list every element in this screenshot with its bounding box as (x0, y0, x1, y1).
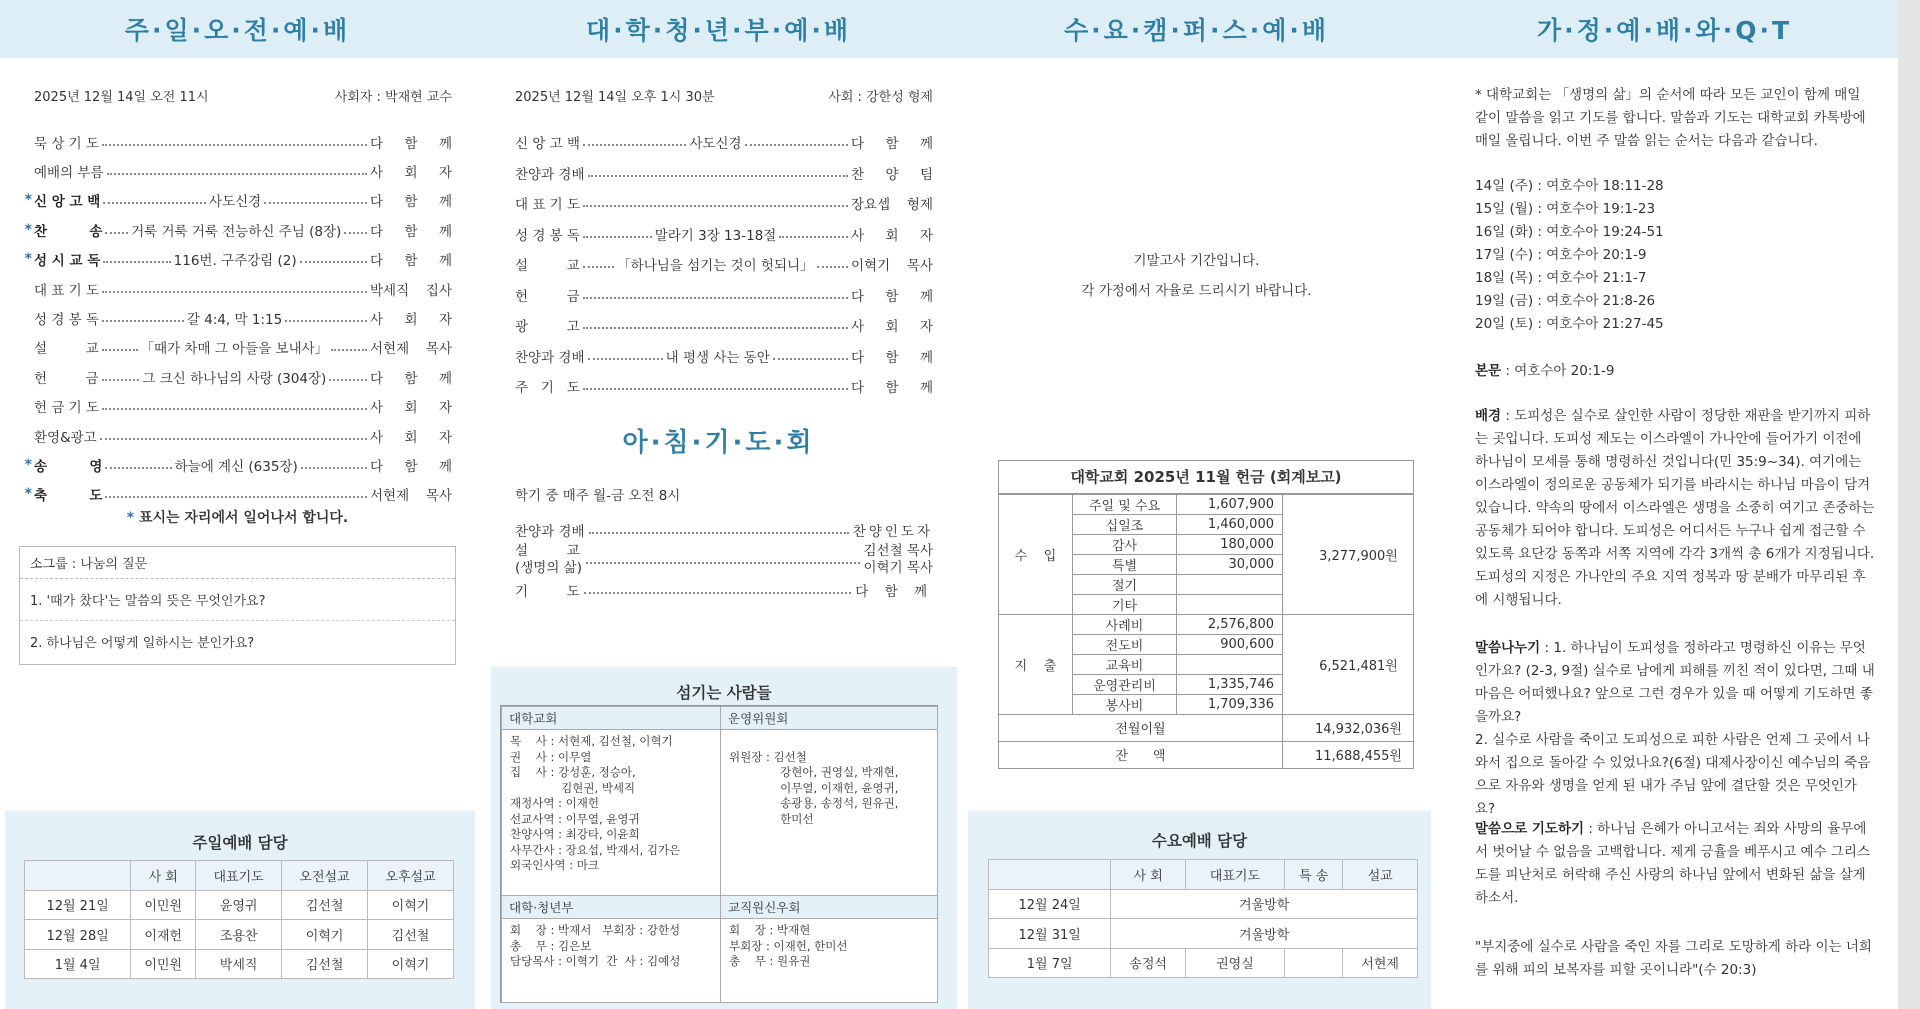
duty-header-cell: 대표기도 (196, 861, 282, 891)
servers-committee-body: 위원장 : 김선철 강현아, 권영실, 박재현, 이무열, 이재헌, 윤영귀, 송광용, 송정석, 원유권, 한미선 (729, 749, 899, 826)
order-item (20, 450, 452, 479)
wednesday-duty-table (988, 859, 1418, 978)
morning-row-sub: (생명의 삶) (515, 560, 582, 576)
order-item-detail: 116번. 구주강림 (2) (173, 253, 297, 270)
finance-title: 대학교회 2025년 11월 헌금 (회계보고) (999, 461, 1414, 494)
duty-cell: 박세직 (196, 949, 282, 979)
dots (105, 226, 128, 234)
duty-cell: 1월 4일 (25, 949, 131, 979)
qt-column (1431, 0, 1898, 1009)
order-item (20, 333, 452, 362)
finance-amount: 1,709,336 (1177, 694, 1283, 714)
dots (586, 556, 860, 564)
order-item-leader: 다 함 께 (370, 223, 453, 240)
dots (102, 138, 367, 146)
youth-column (475, 0, 962, 1009)
stand-note-star: * (126, 510, 135, 526)
finance-table (998, 460, 1414, 769)
exam-notice: 기말고사 기간입니다. (1133, 253, 1260, 269)
finance-summary-label: 전월이월 (999, 714, 1283, 741)
duty-row (25, 890, 454, 920)
sunday-date: 2025년 12월 14일 오전 11시 (34, 90, 209, 105)
qt-pray-label: 말씀으로 기도하기 (1475, 821, 1585, 837)
order-item-leader: 사 회 자 (851, 227, 933, 244)
order-item-detail: 말라기 3장 13-18절 (654, 227, 777, 244)
order-item-name: 성 경 봉 독 (515, 227, 581, 244)
dots (300, 255, 367, 263)
qt-pray-text: : 하나님 은혜가 아니고서는 죄와 사망의 율무에서 벗어날 수 없음을 고백합니다. 제게 긍휼을 베푸시고 예수 그리스도를 피난처로 허락해 주신 사랑의 하나님 앞에서 변화된 삶을 살게 하소서. (1475, 821, 1871, 906)
order-item-name: 찬양과 경배 (515, 349, 585, 366)
finance-summary-row (999, 714, 1414, 741)
dots (583, 230, 652, 238)
order-item-name: 설 교 (515, 258, 580, 275)
finance-item: 기타 (1073, 594, 1177, 614)
scan-edge (1898, 0, 1920, 1009)
order-item-leader: 다 함 께 (370, 458, 452, 475)
order-item-name: 헌 금 (34, 370, 99, 387)
order-item-leader: 다 함 께 (370, 194, 452, 211)
dots (107, 167, 368, 175)
order-item-leader: 다 함 께 (851, 288, 933, 305)
order-item-leader: 다 함 께 (851, 380, 933, 397)
order-item-name: 성 시 교 독 (34, 253, 101, 270)
duty-date: 1월 7일 (989, 948, 1111, 978)
order-item-leader: 찬 양 팀 (851, 166, 933, 183)
morning-prayer-title: 아·침·기·도·회 (622, 428, 815, 458)
duty-cell: 김선철 (282, 890, 368, 920)
order-item-leader: 다 함 께 (370, 370, 453, 387)
order-item-leader: 다 함 께 (370, 135, 452, 152)
qt-background (1475, 405, 1875, 612)
qt-quote-text: "부지중에 실수로 사람을 죽인 자를 그리로 도망하게 하라 이는 너희를 위해 피의 보복자를 피할 곳이니라"(수 20:3) (1475, 939, 1872, 978)
dots (583, 260, 614, 268)
finance-amount (1177, 594, 1283, 614)
servers-committee-head: 운영위원회 (721, 707, 937, 730)
youth-date: 2025년 12월 14일 오후 1시 30분 (515, 90, 715, 105)
dots (103, 196, 206, 204)
order-item-detail: 갈 4:4, 막 1:15 (186, 312, 283, 329)
wednesday-duty-panel (968, 811, 1431, 1009)
order-item (20, 215, 452, 244)
finance-amount: 1,335,746 (1177, 674, 1283, 694)
qt-reading: 19일 (금) : 여호수아 21:8-26 (1475, 293, 1656, 309)
duty-merged-cell: 겨울방학 (1111, 889, 1418, 919)
order-item-leader: 사 회 자 (851, 319, 933, 336)
duty-cell: 12월 28일 (25, 920, 131, 950)
duty-header-row (989, 860, 1418, 890)
morning-row-3 (515, 578, 933, 602)
youth-title: 대·학·청·년·부·예·배 (475, 0, 962, 58)
qt-intro (1475, 84, 1875, 153)
duty-header-cell: 설교 (1343, 860, 1418, 890)
order-item (20, 303, 452, 332)
wednesday-title: 수·요·캠·퍼·스·예·배 (962, 0, 1431, 58)
qt-pray (1475, 818, 1875, 910)
order-item-detail: 사도신경 (689, 136, 742, 153)
dots (583, 321, 848, 329)
youth-meta (515, 86, 933, 105)
morning-row-2 (515, 542, 933, 578)
finance-item: 운영관리비 (1073, 674, 1177, 694)
dots (817, 260, 848, 268)
morning-row-name: 설 교 (515, 543, 580, 559)
order-item-detail: 거룩 거룩 거룩 전능하신 주님 (8장) (131, 223, 342, 240)
servers-church (501, 706, 721, 896)
order-item-leader: 서현제 목사 (370, 341, 452, 358)
morning-row-1 (515, 518, 933, 542)
dots (331, 343, 367, 351)
morning-row-who: 찬양인도자 (852, 524, 933, 540)
duty-cell: 이혁기 (282, 920, 368, 950)
dots (102, 285, 367, 293)
order-item-name: 예배의 부름 (34, 165, 104, 182)
dots (103, 255, 170, 263)
dots (589, 526, 849, 534)
duty-cell: 이재헌 (131, 920, 196, 950)
servers-church-head: 대학교회 (502, 707, 720, 730)
duty-cell: 윤영귀 (196, 890, 282, 920)
qt-quote (1475, 936, 1875, 982)
morning-prayer-time: 학기 중 매주 월-금 오전 8시 (515, 488, 681, 504)
morning-row-name: 찬양과 경배 (515, 524, 585, 540)
duty-row (989, 948, 1418, 978)
dots (102, 343, 138, 351)
order-star: * (24, 486, 32, 503)
order-item-name: 광 고 (515, 319, 580, 336)
order-item (20, 156, 452, 185)
sunday-meta (34, 86, 452, 105)
finance-item: 사례비 (1073, 614, 1177, 634)
finance-amount: 180,000 (1177, 534, 1283, 554)
finance-item: 교육비 (1073, 654, 1177, 674)
finance-summary-value: 11,688,455원 (1283, 741, 1414, 768)
small-group-title: 소그룹 : 나눔의 질문 (20, 547, 455, 579)
order-item-detail: 하늘에 계신 (635장) (174, 458, 298, 475)
small-group-question-1: 1. '때가 찼다'는 말씀의 뜻은 무엇인가요? (20, 579, 455, 621)
order-item-name: 신 앙 고 백 (515, 136, 581, 153)
small-group-question-2: 2. 하나님은 어떻게 일하시는 분인가요? (30, 636, 255, 651)
finance-row (999, 494, 1414, 515)
finance-item: 전도비 (1073, 634, 1177, 654)
order-item (515, 371, 933, 402)
duty-cell: 이민원 (131, 949, 196, 979)
order-item (20, 362, 452, 391)
order-item-leader: 사 회 자 (370, 429, 452, 446)
sunday-order-list (20, 127, 452, 509)
dots (583, 382, 848, 390)
sunday-duty-panel (5, 811, 475, 1009)
qt-reading: 15일 (월) : 여호수아 19:1-23 (1475, 201, 1656, 217)
order-item (20, 127, 452, 156)
duty-cell (1284, 948, 1342, 978)
dots (301, 461, 367, 469)
qt-share-text: : 1. 하나님이 도피성을 정하라고 명령하신 이유는 무엇인가요? (2-3, 9절) 실수로 남에게 피해를 끼친 적이 있다면, 그때 내 마음은 어떠했나요? 앞으로 그런 경우가 있을 때 어떻게 기도하면 좋을까요? (1475, 640, 1875, 725)
finance-amount: 1,607,900 (1177, 494, 1283, 515)
order-item-name: 주 기 도 (515, 380, 580, 397)
order-item (515, 219, 933, 250)
finance-summary-value: 14,932,036원 (1283, 714, 1414, 741)
order-item-leader: 사 회 자 (370, 312, 452, 329)
duty-merged-cell: 겨울방학 (1111, 919, 1418, 949)
duty-cell: 조용찬 (196, 920, 282, 950)
finance-item: 특별 (1073, 554, 1177, 574)
servers-youth-head: 대학·청년부 (502, 896, 720, 919)
qt-title: 가·정·예·배·와·Q·T (1431, 0, 1898, 58)
order-star: * (24, 251, 32, 268)
sunday-presider: 사회자 : 박재현 교수 (334, 90, 452, 105)
duty-cell: 12월 21일 (25, 890, 131, 920)
order-item-name: 대 표 기 도 (34, 282, 100, 299)
servers-staff (720, 895, 938, 1003)
order-item-detail: 그 크신 하나님의 사랑 (304장) (142, 370, 327, 387)
servers-panel (491, 667, 957, 1009)
duty-cell: 권영실 (1185, 948, 1284, 978)
duty-cell: 송정석 (1111, 948, 1186, 978)
dots (102, 373, 140, 381)
servers-committee (720, 706, 938, 896)
order-star: * (24, 456, 32, 473)
stand-note-text: 표시는 자리에서 일어나서 합니다. (138, 510, 349, 526)
duty-header-cell: 오전설교 (282, 861, 368, 891)
qt-background-label: 배경 (1475, 408, 1502, 424)
servers-staff-head: 교직원신우회 (721, 896, 937, 919)
finance-summary-row (999, 741, 1414, 768)
duty-cell: 이혁기 (368, 949, 454, 979)
order-item (515, 310, 933, 341)
order-item (20, 421, 452, 450)
qt-share-text-2: 2. 실수로 사람을 죽이고 도피성으로 피한 사람은 언제 그 곳에서 나와서 집으로 돌아갈 수 있었나요?(6절) 대제사장이신 예수님의 죽음으로 자유와 생명을 얻게 된 내가 주님 앞에 결단할 것은 무엇인가요? (1475, 732, 1871, 817)
qt-background-text: : 도피성은 실수로 살인한 사람이 정당한 재판을 받기까지 피하는 곳입니다. 도피성 제도는 이스라엘이 가나안에 들어가기 이전에 하나님이 모세를 통해 명령하신 것입니다(민 35:9~34). 여기에는 이스라엘이 정의로운 공동체가 되기를 바라시는 하나님 마음이 담겨 있습니다. 약속의 땅에서 이스라엘은 생명을 소중히 여기고 존중하는 공동체가 되어야 합니다. 도피성은 어디서든 누구나 쉽게 접근할 수 있도록 요단강 동쪽과 서쪽 지역에 각각 3개씩 총 6개가 지정됩니다. 도피성의 지정은 가나안의 주요 지역 정복과 땅 분배가 마무리된 후에 시행됩니다. (1475, 408, 1875, 608)
duty-header-cell (25, 861, 131, 891)
order-item-name: 송 영 (34, 458, 103, 475)
duty-cell: 이혁기 (368, 890, 454, 920)
dots (583, 199, 848, 207)
dots (264, 196, 367, 204)
morning-row-name: 기 도 (515, 584, 580, 600)
wednesday-duty-title: 수요예배 담당 (1151, 832, 1248, 850)
finance-amount: 30,000 (1177, 554, 1283, 574)
order-item-leader: 서현제 목사 (370, 488, 452, 505)
dots (105, 461, 171, 469)
order-item (20, 480, 452, 509)
qt-intro-text: * 대학교회는 「생명의 삶」의 순서에 따라 모든 교인이 함께 매일 같이 말씀을 읽고 기도를 합니다. 말씀과 기도는 대학교회 카톡방에 매일 올립니다. 이번 주 말씀 읽는 순서는 다음과 같습니다. (1475, 87, 1866, 149)
order-item (515, 249, 933, 280)
order-item-detail: 사도신경 (209, 194, 262, 211)
order-item-leader: 장요셉 형제 (851, 197, 933, 214)
order-item-leader: 사 회 자 (370, 400, 452, 417)
order-item-name: 헌 금 (515, 288, 580, 305)
duty-row (989, 889, 1418, 919)
order-item (20, 274, 452, 303)
duty-cell: 서현제 (1343, 948, 1418, 978)
order-item (515, 158, 933, 189)
dots (583, 138, 686, 146)
order-item-name: 축 도 (34, 488, 103, 505)
order-item (20, 392, 452, 421)
finance-summary-label: 잔 액 (999, 741, 1283, 768)
finance-total: 6,521,481원 (1283, 614, 1414, 714)
order-item-name: 찬양과 경배 (515, 166, 585, 183)
duty-date: 12월 31일 (989, 919, 1111, 949)
finance-amount (1177, 574, 1283, 594)
dots (105, 490, 367, 498)
servers-church-body: 목 사 : 서현제, 김선철, 이혁기 권 사 : 이무열 집 사 : 강성훈, 정승아, 김현권, 박세직 재정사역 : 이재헌 선교사역 : 이무열, 윤영귀 찬양사역 : 최강타, 이윤희 사무간사 : 장요섭, 박재서, 김가은 외국인사역 : 마크 (510, 734, 681, 872)
finance-item: 십일조 (1073, 514, 1177, 534)
order-item-name: 대 표 기 도 (515, 197, 581, 214)
wednesday-column (962, 0, 1431, 1009)
morning-row-who: 다 함 께 (855, 584, 933, 600)
home-worship-notice: 각 가정에서 자율로 드리시기 바랍니다. (1081, 283, 1312, 299)
servers-staff-body: 회 장 : 박재현 부회장 : 이재헌, 한미선 총 무 : 원유권 (729, 923, 848, 968)
duty-header-cell: 대표기도 (1185, 860, 1284, 890)
morning-prayer-order (515, 518, 933, 602)
order-item-leader: 사 회 자 (370, 165, 452, 182)
order-item-name: 묵 상 기 도 (34, 135, 100, 152)
duty-row (25, 920, 454, 950)
finance-amount: 2,576,800 (1177, 614, 1283, 634)
duty-cell: 이민원 (131, 890, 196, 920)
dots (584, 586, 852, 594)
finance-item: 감사 (1073, 534, 1177, 554)
morning-row-who2: 이혁기 목사 (863, 560, 933, 576)
dots (583, 291, 848, 299)
morning-row-who-wrap (864, 543, 934, 577)
dots (285, 314, 367, 322)
order-item-leader: 다 함 께 (851, 349, 934, 366)
sunday-morning-title: 주·일·오·전·예·배 (0, 0, 475, 58)
order-item (515, 188, 933, 219)
order-item-name: 성 경 봉 독 (34, 312, 100, 329)
dots (102, 402, 367, 410)
morning-row-name-wrap (515, 543, 582, 577)
youth-order-list (515, 127, 933, 402)
qt-text (1475, 360, 1875, 383)
order-item (20, 186, 452, 215)
order-item-leader: 이혁기 목사 (851, 258, 933, 275)
qt-share (1475, 637, 1875, 821)
finance-item: 절기 (1073, 574, 1177, 594)
finance-item: 주일 및 수요 (1073, 494, 1177, 515)
finance-amount: 900,600 (1177, 634, 1283, 654)
dots (329, 373, 367, 381)
order-item (515, 280, 933, 311)
servers-youth (501, 895, 721, 1003)
qt-reading: 18일 (목) : 여호수아 21:1-7 (1475, 270, 1647, 286)
order-item-name: 신 앙 고 백 (34, 194, 101, 211)
servers-table (500, 705, 938, 1003)
order-item-name: 헌 금 기 도 (34, 400, 100, 417)
youth-presider: 사회 : 강한성 형제 (828, 90, 933, 105)
finance-title-row (999, 461, 1414, 494)
finance-section-label: 지 출 (999, 614, 1073, 714)
qt-reading: 20일 (토) : 여호수아 21:27-45 (1475, 316, 1664, 332)
small-group-box (19, 546, 456, 665)
dots (773, 352, 848, 360)
dots (100, 432, 367, 440)
dots (588, 169, 849, 177)
order-item-name: 설 교 (34, 341, 99, 358)
qt-readings (1475, 175, 1875, 336)
order-item-leader: 다 함 께 (370, 253, 452, 270)
servers-youth-body: 회 장 : 박재서 부회장 : 강한성 총 무 : 김은보 담당목사 : 이혁기 간 사 : 김예성 (510, 923, 681, 968)
sunday-morning-column (0, 0, 475, 1009)
order-item-detail: 내 평생 사는 동안 (665, 349, 770, 366)
qt-text-label: 본문 (1475, 363, 1502, 379)
order-item-leader: 박세직 집사 (370, 282, 452, 299)
sunday-duty-table (24, 860, 454, 979)
duty-header-row (25, 861, 454, 891)
order-item (20, 245, 452, 274)
duty-cell: 김선철 (368, 920, 454, 950)
duty-row (25, 949, 454, 979)
dots (779, 230, 848, 238)
qt-text-value: : 여호수아 20:1-9 (1501, 363, 1615, 379)
duty-header-cell: 사 회 (131, 861, 196, 891)
qt-reading: 17일 (수) : 여호수아 20:1-9 (1475, 247, 1647, 263)
servers-title: 섬기는 사람들 (676, 684, 772, 702)
duty-header-cell (989, 860, 1111, 890)
order-star: * (24, 221, 32, 238)
finance-total: 3,277,900원 (1283, 494, 1414, 615)
duty-header-cell: 오후설교 (368, 861, 454, 891)
finance-amount: 1,460,000 (1177, 514, 1283, 534)
finance-row (999, 614, 1414, 634)
order-star: * (24, 192, 32, 209)
dots (588, 352, 663, 360)
order-item-name: 찬 송 (34, 223, 103, 240)
morning-row-who: 김선철 목사 (863, 543, 933, 559)
qt-reading: 16일 (화) : 여호수아 19:24-51 (1475, 224, 1664, 240)
dots (102, 314, 184, 322)
order-item-leader: 다 함 께 (851, 136, 933, 153)
order-item-detail: 「하나님을 섬기는 것이 헛되니」 (617, 258, 814, 275)
dots (344, 226, 367, 234)
duty-header-cell: 사 회 (1111, 860, 1186, 890)
qt-reading: 14일 (주) : 여호수아 18:11-28 (1475, 178, 1664, 194)
order-item (515, 341, 933, 372)
sunday-duty-title: 주일예배 담당 (192, 834, 288, 852)
order-item (515, 127, 933, 158)
dots (745, 138, 848, 146)
finance-section-label: 수 입 (999, 494, 1073, 615)
duty-row (989, 919, 1418, 949)
order-item-detail: 「때가 차매 그 아들을 보내사」 (140, 341, 329, 358)
finance-item: 봉사비 (1073, 694, 1177, 714)
order-item-name: 환영&광고 (34, 429, 97, 446)
qt-share-label: 말씀나누기 (1475, 640, 1541, 656)
stand-note (0, 507, 475, 527)
duty-header-cell: 특 송 (1284, 860, 1342, 890)
duty-cell: 김선철 (282, 949, 368, 979)
finance-amount (1177, 654, 1283, 674)
duty-date: 12월 24일 (989, 889, 1111, 919)
